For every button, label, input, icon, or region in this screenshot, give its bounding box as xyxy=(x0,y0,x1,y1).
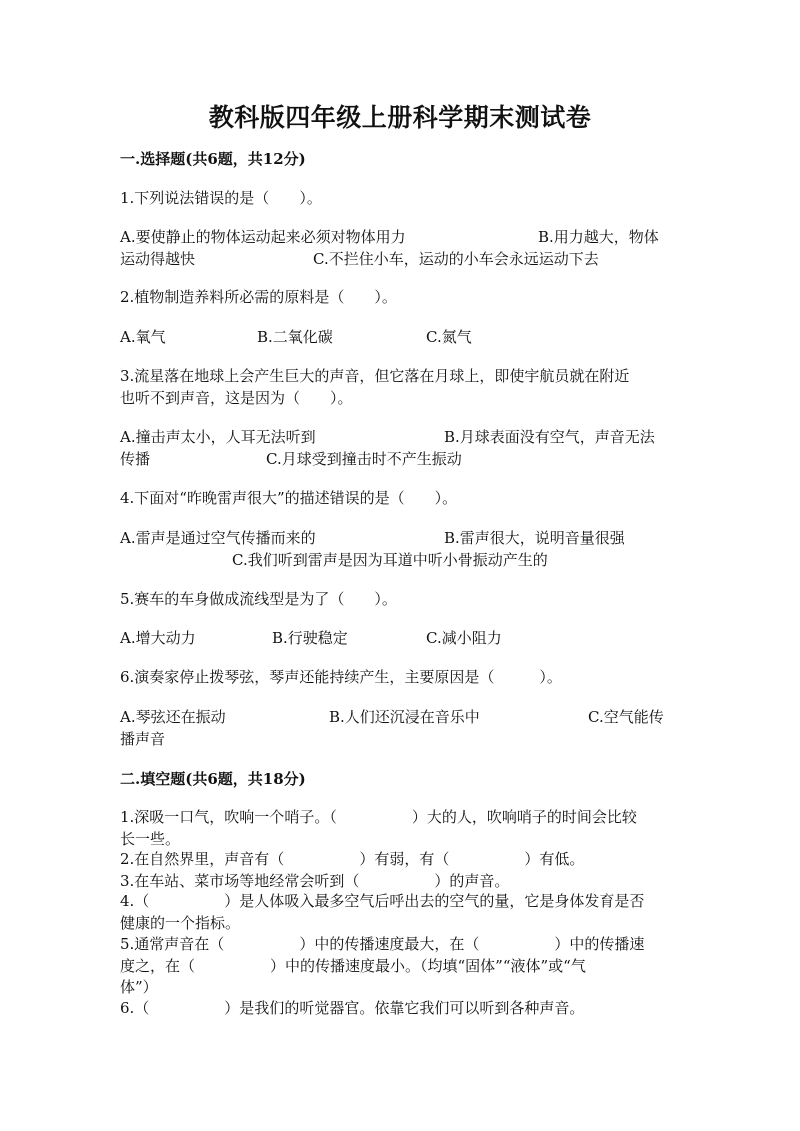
page-title: 教科版四年级上册科学期末测试卷 xyxy=(208,103,592,132)
question-5-option-b: B.行驶稳定 xyxy=(272,629,348,647)
fill-line: 长一些。 xyxy=(120,830,181,848)
fill-line: 6.（ ）是我们的听觉器官。依靠它我们可以听到各种声音。 xyxy=(120,999,585,1017)
question-6-option-b: B.人们还沉浸在音乐中 xyxy=(329,708,480,726)
question-2-stem: 2.植物制造养料所必需的原料是（ ）。 xyxy=(120,288,397,306)
fill-line: 4.（ ）是人体吸入最多空气后呼出去的空气的量，它是身体发育是否 xyxy=(120,892,645,910)
section-heading-choice: 一.选择题(共6题，共12分) xyxy=(120,150,306,168)
question-3-option-a: A.撞击声太小，人耳无法听到 xyxy=(120,428,316,446)
question-4-option-c: C.我们听到雷声是因为耳道中听小骨振动产生的 xyxy=(232,551,548,569)
section-heading-fill-blank: 二.填空题(共6题，共18分) xyxy=(120,770,306,788)
question-6-option-c-continued: 播声音 xyxy=(120,730,166,748)
fill-line: 5.通常声音在（ ）中的传播速度最大，在（ ）中的传播速 xyxy=(120,935,645,953)
question-5-option-c: C.减小阻力 xyxy=(426,629,502,647)
question-4-option-a: A.雷声是通过空气传播而来的 xyxy=(120,529,316,547)
question-3-option-b: B.月球表面没有空气，声音无法 xyxy=(444,428,655,446)
question-2-option-c: C.氮气 xyxy=(426,328,472,346)
question-3-option-b-continued: 传播 xyxy=(120,450,151,468)
question-4-stem: 4.下面对“昨晚雷声很大”的描述错误的是（ ）。 xyxy=(120,489,458,507)
question-2-option-a: A.氧气 xyxy=(120,328,166,346)
question-1-option-b-continued: 运动得越快 xyxy=(120,250,196,268)
question-3-stem-line-1: 3.流星落在地球上会产生巨大的声音，但它落在月球上，即使宇航员就在附近 xyxy=(120,367,630,385)
fill-line: 1.深吸一口气，吹响一个哨子。（ ）大的人，吹响哨子的时间会比较 xyxy=(120,808,637,826)
question-1-stem: 1.下列说法错误的是（ ）。 xyxy=(120,189,322,207)
question-6-stem: 6.演奏家停止拨琴弦，琴声还能持续产生，主要原因是（ ）。 xyxy=(120,668,562,686)
question-1-option-c: C.不拦住小车，运动的小车会永远运动下去 xyxy=(313,250,599,268)
question-3-stem-line-2: 也听不到声音，这是因为（ ）。 xyxy=(120,389,353,407)
question-4-option-b: B.雷声很大，说明音量很强 xyxy=(444,529,625,547)
fill-line: 健康的一个指标。 xyxy=(120,914,241,932)
question-2-option-b: B.二氧化碳 xyxy=(257,328,333,346)
question-1-option-b: B.用力越大，物体 xyxy=(538,228,659,246)
fill-line: 体”） xyxy=(120,978,158,996)
question-3-option-c: C.月球受到撞击时不产生振动 xyxy=(266,450,462,468)
question-6-option-a: A.琴弦还在振动 xyxy=(120,708,226,726)
fill-line: 2.在自然界里，声音有（ ）有弱，有（ ）有低。 xyxy=(120,850,585,868)
question-5-stem: 5.赛车的车身做成流线型是为了（ ）。 xyxy=(120,590,397,608)
fill-line: 3.在车站、菜市场等地经常会听到（ ）的声音。 xyxy=(120,872,510,890)
question-6-option-c: C.空气能传 xyxy=(588,708,664,726)
fill-line: 度之，在（ ）中的传播速度最小。（均填“固体”“液体”或“气 xyxy=(120,957,586,975)
question-5-option-a: A.增大动力 xyxy=(120,629,196,647)
question-1-option-a: A.要使静止的物体运动起来必须对物体用力 xyxy=(120,228,406,246)
